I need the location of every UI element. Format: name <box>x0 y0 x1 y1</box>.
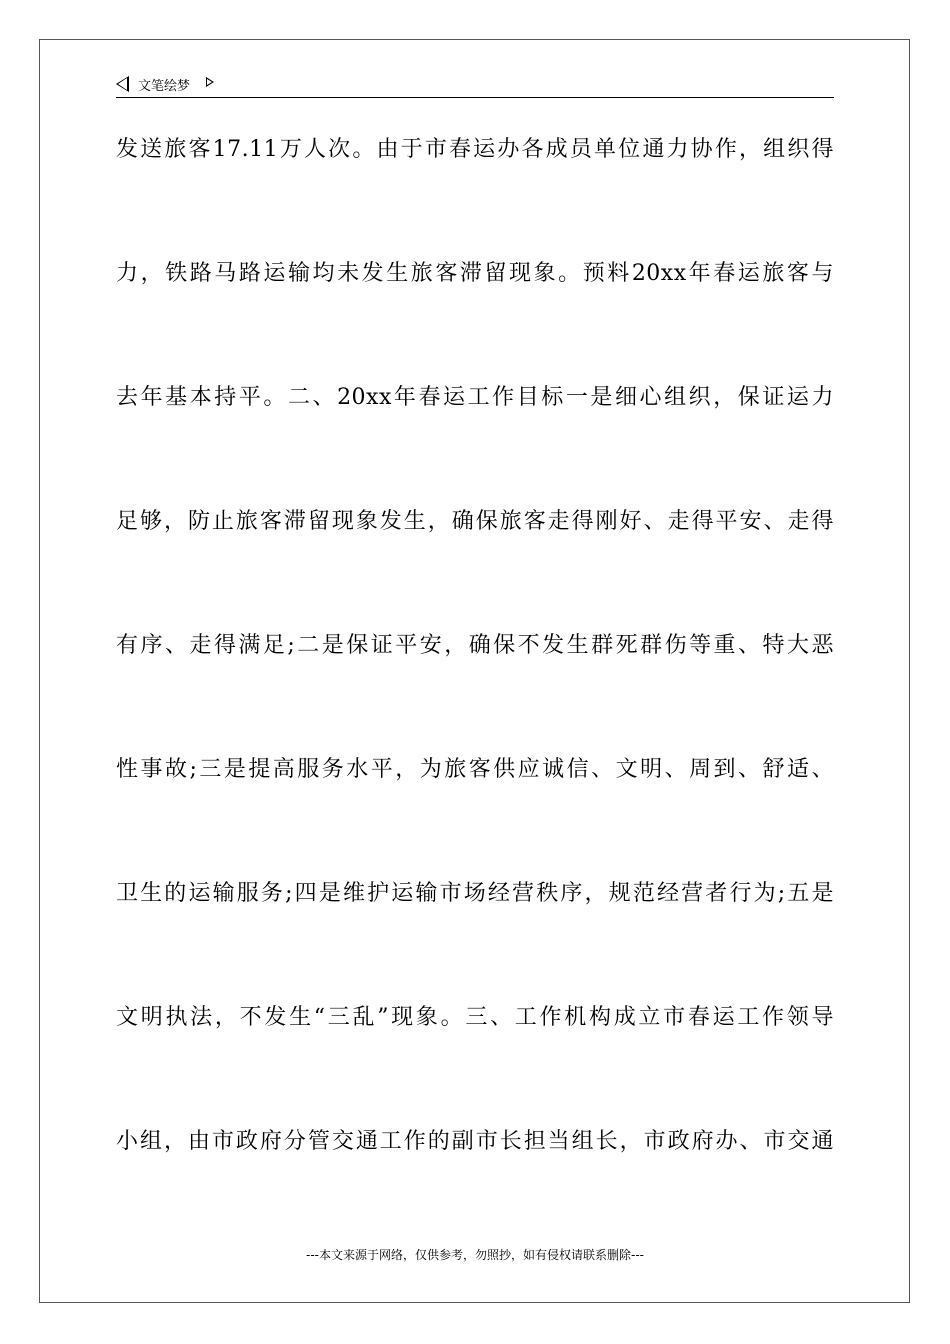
triangle-right-icon <box>206 77 214 87</box>
header-divider <box>116 97 834 98</box>
page-header <box>116 72 834 98</box>
footer-disclaimer: ---本文来源于网络，仅供参考，勿照抄，如有侵权请联系删除--- <box>306 1248 644 1262</box>
text-line: 发送旅客17.11万人次。由于市春运办各成员单位通力协作，组织得 <box>116 137 834 162</box>
text-line: 有序、走得满足;二是保证平安，确保不发生群死群伤等重、特大恶 <box>116 633 834 658</box>
text-line: 足够，防止旅客滞留现象发生，确保旅客走得刚好、走得平安、走得 <box>116 509 834 534</box>
text-line: 卫生的运输服务;四是维护运输市场经营秩序，规范经营者行为;五是 <box>116 881 834 906</box>
body-text <box>116 128 834 1244</box>
text-line: 文明执法，不发生“三乱”现象。三、工作机构成立市春运工作领导 <box>116 1005 834 1030</box>
header-title: 文笔绘梦 <box>138 79 191 94</box>
triangle-left-icon <box>116 76 129 92</box>
text-line: 小组，由市政府分管交通工作的副市长担当组长，市政府办、市交通 <box>116 1129 834 1154</box>
text-line: 力，铁路马路运输均未发生旅客滞留现象。预料20xx年春运旅客与 <box>116 261 834 286</box>
text-line: 去年基本持平。二、20xx年春运工作目标一是细心组织，保证运力 <box>116 385 834 410</box>
text-line: 性事故;三是提高服务水平，为旅客供应诚信、文明、周到、舒适、 <box>116 757 834 782</box>
